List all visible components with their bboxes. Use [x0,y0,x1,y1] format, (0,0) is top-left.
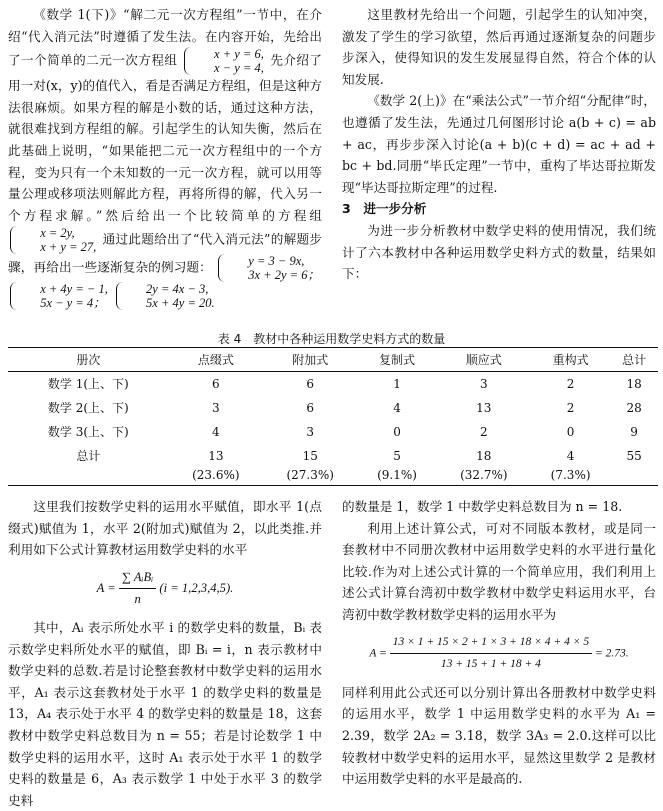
equation-system [218,254,320,282]
column-header: 重构式 [552,353,589,367]
paragraph-text: 《数学 1(下)》“解二元一次方程组”一节中，在介绍“代入消元法”时遵循了发生法。在内容开始，先给出了一个简单的二元一次方程组 [8,7,322,68]
table-cell: 9 [630,424,638,439]
equation: y = 3 − 9x, [248,254,305,269]
table-cell: 6 [306,400,315,415]
right-bottom-column [342,496,656,790]
table-caption: 表 4 教材中各种运用数学史料方式的数量 [217,332,446,346]
equation-system [10,226,96,254]
equation: 3x + 2y = 6； [248,268,320,283]
table-cell: 数学 1(上、下) [47,377,129,392]
table-row [8,396,658,420]
column-header: 顺应式 [465,353,502,367]
numerator: ∑ AᵢBᵢ [119,567,156,590]
section-heading: 3 进一步分析 [342,201,427,217]
table-cell: (7.3%) [550,467,591,482]
table-cell: 18 [626,376,642,391]
paragraph-text: 先介绍了用一对(x，y)的值代入，看是否满足方程组，但是这种方法很麻烦。如果方程的解是小数的话，通过这种方法，就很难找到方程组的解。引起学生的认知失衡，然后在此基础上说明，“如果能把二元一次方程组中的一个方程，变为只有一个未知数的一元一次方程，就可以用等量公理或移项法则解此方程，再将所得的解，代入另一个方程求解。”然后给出一个比较简单的方程组 [8,52,323,223]
fraction [390,632,592,676]
column-header: 复制式 [379,353,416,367]
equation: x − y = 4, [214,61,264,76]
paragraph: 《数学 2(上)》在“乘法公式”一节介绍“分配律”时，也遵循了发生法，先通过几何图形讨论 a(b + c) = ab + ac，再步步深入讨论(a + b)(c + d) = ac + ad + bc + bd.同册“毕氏定理”一节中，重构了毕达哥拉斯发现“毕达哥拉斯定理”的过程. [342,93,656,195]
paragraph: 这里我们按数学史料的运用水平赋值，即水平 1(点缀式)赋值为 1，水平 2(附加式)赋值为 2，以此类推.并利用如下公式计算教材运用数学史料的水平 [8,499,322,558]
formula-lhs: A = [96,580,116,595]
denominator: 13 + 15 + 1 + 18 + 4 [440,658,541,671]
paragraph: 利用上述计算公式，可对不同版本教材，或是同一套教材中不同册次教材中运用数学史料的水平进行量化比较.作为对上述公式计算的一个简单应用，我们利用上述公式计算台湾初中数学教材中数学史料运用水平，台湾初中数学教材数学史料的运用水平为 [342,520,656,622]
table-cell: (27.3%) [286,467,334,482]
paragraph [8,4,322,310]
paragraph: 的数量是 1，数学 1 中数学史料总数目为 n = 18. [342,499,623,514]
table-cell: 6 [306,376,315,391]
table-cell: 28 [626,400,642,415]
table-cell: 3 [306,424,315,439]
level-formula [8,567,322,611]
table-total-row [8,444,658,468]
formula-lhs: A = [369,647,387,660]
table-header-row [8,348,658,372]
paragraph: 这里教材先给出一个问题，引起学生的认知冲突，激发了学生的学习欲望，然后再通过逐渐复杂的问题步步深入，使得知识的发生发展显得自然，符合个体的认知发展. [342,7,656,87]
table-cell: 13 [208,448,224,463]
table-cell: 2 [566,400,575,415]
left-bottom-column [8,496,322,811]
table-cell: 1 [393,376,401,391]
table-cell: 5 [393,448,401,463]
equation: 2y = 4x − 3, [146,282,209,297]
table-cell: 3 [212,400,220,415]
table-cell: 总计 [76,449,101,463]
table-percent-row [8,468,658,486]
calc-formula [342,632,656,676]
paragraph: 为进一步分析教材中数学史料的使用情况，我们统计了六本教材中各种运用数学史料方式的数量，结果如下： [342,222,656,282]
equation-system [184,47,264,75]
paragraph: 其中，Aᵢ 表示所处水平 i 的数学史料的数量，Bᵢ 表示数学史料所处水平的赋值，即 Bᵢ = i，n 表示教材中数学史料的总数.若是讨论整套教材中数学史料的运用水平，A₁ 表示这套教材处于水平 1 的数学史料的数量是 13，A₄ 表示处于水平 4 的数学史料的数量是 18，这套教材中数学史料总数目为 n = 55；若是讨论数学 1 中数学史料的运用水平，这时 A₁ 表示处于水平 1 的数学史料的数量是 6，A₃ 表示数学 1 中处于水平 3 的数学史料 [8,619,322,808]
table-cell: (23.6%) [192,467,240,482]
table-cell [610,468,658,486]
equation-system [116,282,215,310]
fraction [119,567,156,611]
table-cell: 15 [302,448,318,463]
table-cell: 数学 3(上、下) [47,425,129,439]
paragraph: 同样利用此公式还可以分别计算出各册教材中数学史料的运用水平，数学 1 中运用数学史料的水平为 A₁ = 2.39，数学 2A₂ = 3.18，数学 3A₃ = 2.0.这样可以比较教材中数学史料的运用水平，显然这里数学 2 是教材中运用数学史料的水平是最高的. [342,684,656,787]
column-header: 册次 [76,353,101,367]
table-cell: 4 [566,448,575,463]
left-top-column [8,4,322,310]
table-cell: 0 [393,424,401,439]
table-cell: 55 [626,448,642,463]
equation: x + y = 27, [40,240,97,255]
table-cell [8,468,169,486]
formula-rhs: = 2.73. [594,647,629,660]
table-cell: 2 [566,376,575,391]
equation: x = 2y, [40,226,75,241]
table-cell: 4 [393,400,401,415]
equation: x + 4y = − 1, [40,282,108,297]
table-cell: 4 [212,424,220,439]
table-cell: 数学 2(上、下) [47,401,129,415]
equation: x + y = 6, [214,47,264,62]
equation-system [10,282,108,310]
formula-rhs: (i = 1,2,3,4,5). [159,580,234,595]
table-cell: (9.1%) [377,467,417,482]
column-header: 附加式 [292,353,329,367]
table-cell: 18 [476,448,492,463]
data-table [8,347,658,486]
paragraph-text: 通过此题给出了“代入消元法”的解题步骤，再给出一些逐渐复杂的例习题： [8,231,322,275]
table-cell: 6 [212,376,220,391]
column-header: 总计 [622,353,647,367]
column-header: 点缀式 [197,353,234,367]
table-cell: 13 [476,400,492,415]
table-row [8,420,658,444]
denominator: n [134,592,141,607]
equation: 5x + 4y = 20. [146,296,215,311]
equation: 5x − y = 4； [40,296,106,311]
table-cell: 2 [479,424,488,439]
table-cell: (32.7%) [460,467,508,482]
table-row [8,372,658,396]
table-cell: 0 [566,424,575,439]
right-top-column [342,4,656,285]
table-cell: 3 [479,376,488,391]
numerator: 13 × 1 + 15 × 2 + 1 × 3 + 18 × 4 + 4 × 5 [390,632,592,655]
